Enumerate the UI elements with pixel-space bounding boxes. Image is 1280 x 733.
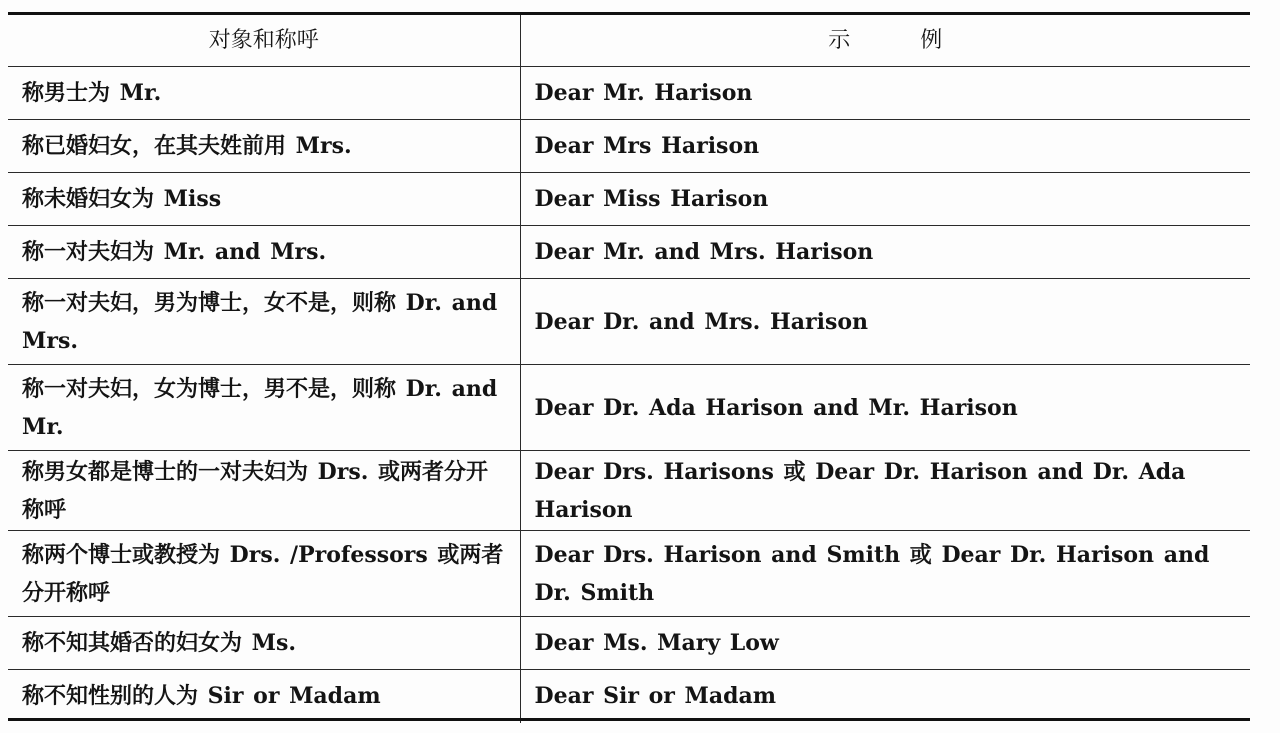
bottom-rule	[8, 718, 1250, 721]
subject-cell: 称男士为 Mr.	[8, 67, 520, 120]
subject-cell: 称两个博士或教授为 Drs. /Professors 或两者分开称呼	[8, 531, 520, 617]
header-example-char2: 例	[920, 27, 943, 53]
example-cell: Dear Miss Harison	[520, 173, 1250, 226]
subject-cell: 称未婚妇女为 Miss	[8, 173, 520, 226]
header-example	[520, 15, 1250, 67]
table-row	[8, 173, 1250, 226]
example-cell: Dear Mrs Harison	[520, 120, 1250, 173]
example-cell: Dear Drs. Harison and Smith 或 Dear Dr. Harison and Dr. Smith	[520, 531, 1250, 617]
subject-cell: 称已婚妇女，在其夫姓前用 Mrs.	[8, 120, 520, 173]
subject-cell: 称一对夫妇为 Mr. and Mrs.	[8, 226, 520, 279]
subject-cell: 称不知性别的人为 Sir or Madam	[8, 670, 520, 723]
table-row	[8, 67, 1250, 120]
example-cell: Dear Ms. Mary Low	[520, 617, 1250, 670]
example-cell: Dear Sir or Madam	[534, 683, 777, 710]
example-cell: Dear Dr. Ada Harison and Mr. Harison	[520, 365, 1250, 451]
subject-cell: 称男女都是博士的一对夫妇为 Drs. 或两者分开称呼	[8, 451, 520, 531]
table-row	[8, 531, 1250, 617]
subject-cell: 称一对夫妇，男为博士，女不是，则称 Dr. and Mrs.	[8, 279, 520, 365]
table-row	[8, 670, 1250, 723]
example-cell: Dear Drs. Harisons 或 Dear Dr. Harison and Dr. Ada Harison	[520, 451, 1250, 531]
subject-cell: 称一对夫妇，女为博士，男不是，则称 Dr. and Mr.	[8, 365, 520, 451]
example-cell: Dear Mr. Harison	[520, 67, 1250, 120]
table-header-row	[8, 15, 1250, 67]
table-row	[8, 617, 1250, 670]
header-subject: 对象和称呼	[8, 15, 520, 67]
table-row	[8, 451, 1250, 531]
example-cell: Dear Dr. and Mrs. Harison	[520, 279, 1250, 365]
table-row	[8, 226, 1250, 279]
subject-cell: 称不知其婚否的妇女为 Ms.	[8, 617, 520, 670]
salutation-table	[8, 15, 1250, 723]
table-row	[8, 120, 1250, 173]
example-cell: Dear Mr. and Mrs. Harison	[520, 226, 1250, 279]
table-row	[8, 365, 1250, 451]
table-row	[8, 279, 1250, 365]
header-example-char1: 示	[828, 27, 851, 53]
